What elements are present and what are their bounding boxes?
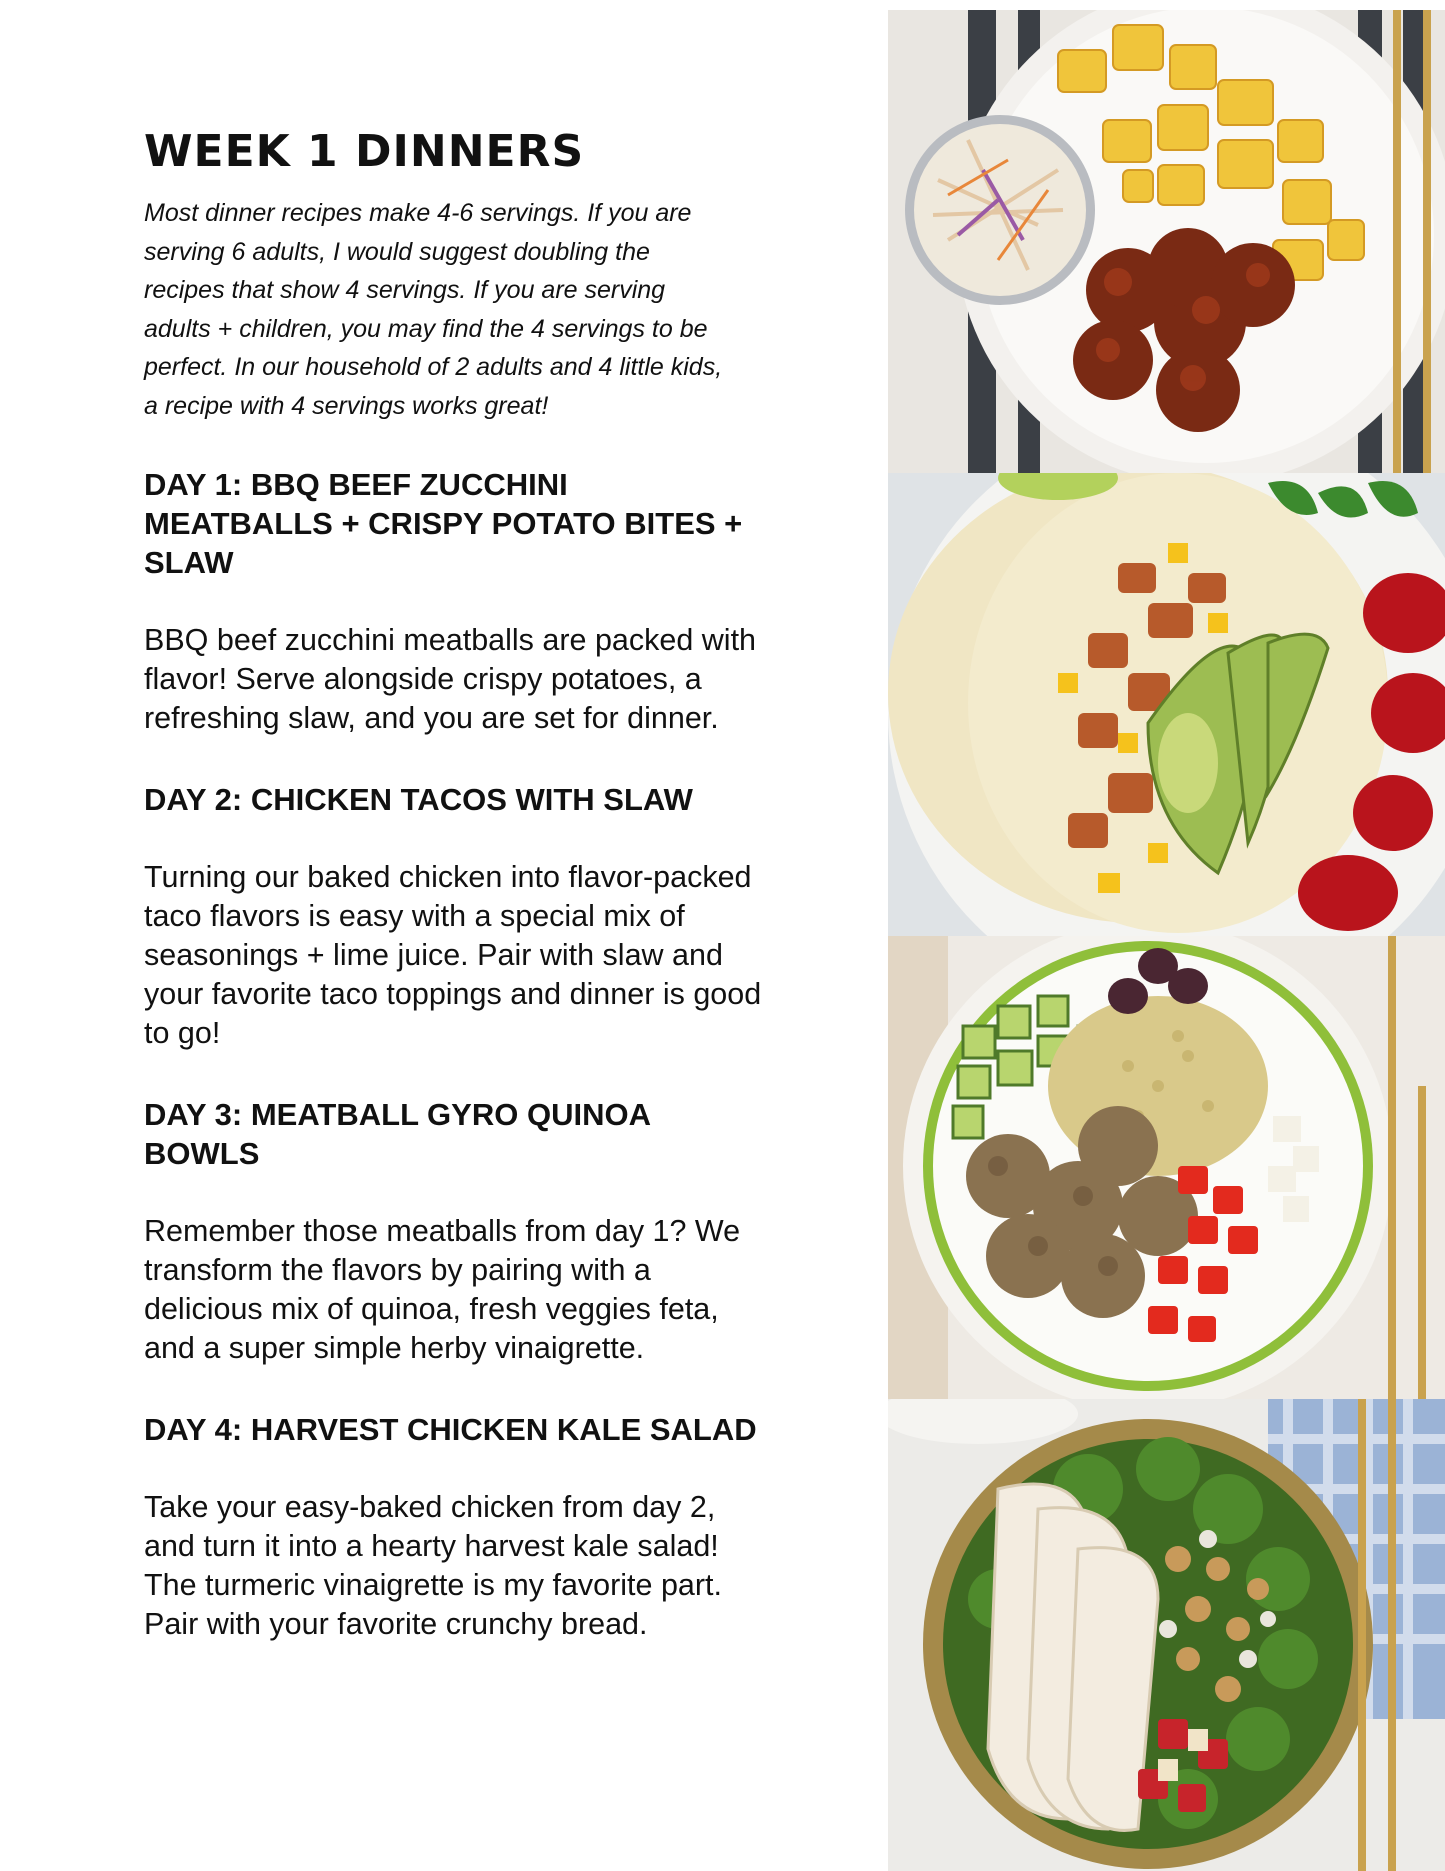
day-2-heading: DAY 2: CHICKEN TACOS WITH SLAW — [144, 782, 693, 818]
day-2-description: Turning our baked chicken into flavor-packed taco flavors is easy with a special mix of seasonings + lime juice. Pair with slaw and your favorite taco toppings and dinner is good to go! — [144, 860, 762, 1051]
gyro-quinoa-bowl-photo — [888, 936, 1445, 1399]
day-3-heading: DAY 3: MEATBALL GYRO QUINOA BOWLS — [144, 1097, 650, 1172]
day-1-heading: DAY 1: BBQ BEEF ZUCCHINI MEATBALLS + CRISPY POTATO BITES + SLAW — [144, 467, 743, 581]
day-3-description: Remember those meatballs from day 1? We transform the flavors by pairing with a delicious mix of quinoa, fresh veggies feta, and a super simple herby vinaigrette. — [144, 1214, 741, 1366]
intro-paragraph: Most dinner recipes make 4-6 servings. If you are serving 6 adults, I would suggest doubling the recipes that show 4 servings. If you are serving adults + children, you may find the 4 servings to be perfect. In our household of 2 adults and 4 little kids, a recipe with 4 servings works great! — [144, 199, 723, 420]
meatballs-potatoes-slaw-photo — [888, 10, 1445, 473]
page-title: WEEK 1 DINNERS — [144, 126, 585, 177]
day-1-description: BBQ beef zucchini meatballs are packed with flavor! Serve alongside crispy potatoes, a refreshing slaw, and you are set for dinner. — [144, 623, 757, 736]
chicken-tacos-photo — [888, 473, 1445, 936]
day-4-description: Take your easy-baked chicken from day 2, and turn it into a hearty harvest kale salad! The turmeric vinaigrette is my favorite part. Pair with your favorite crunchy bread. — [144, 1490, 722, 1642]
photo-column — [888, 10, 1445, 1871]
harvest-kale-salad-photo — [888, 1399, 1445, 1871]
day-4-heading: DAY 4: HARVEST CHICKEN KALE SALAD — [144, 1412, 757, 1448]
text-column — [144, 128, 784, 1686]
